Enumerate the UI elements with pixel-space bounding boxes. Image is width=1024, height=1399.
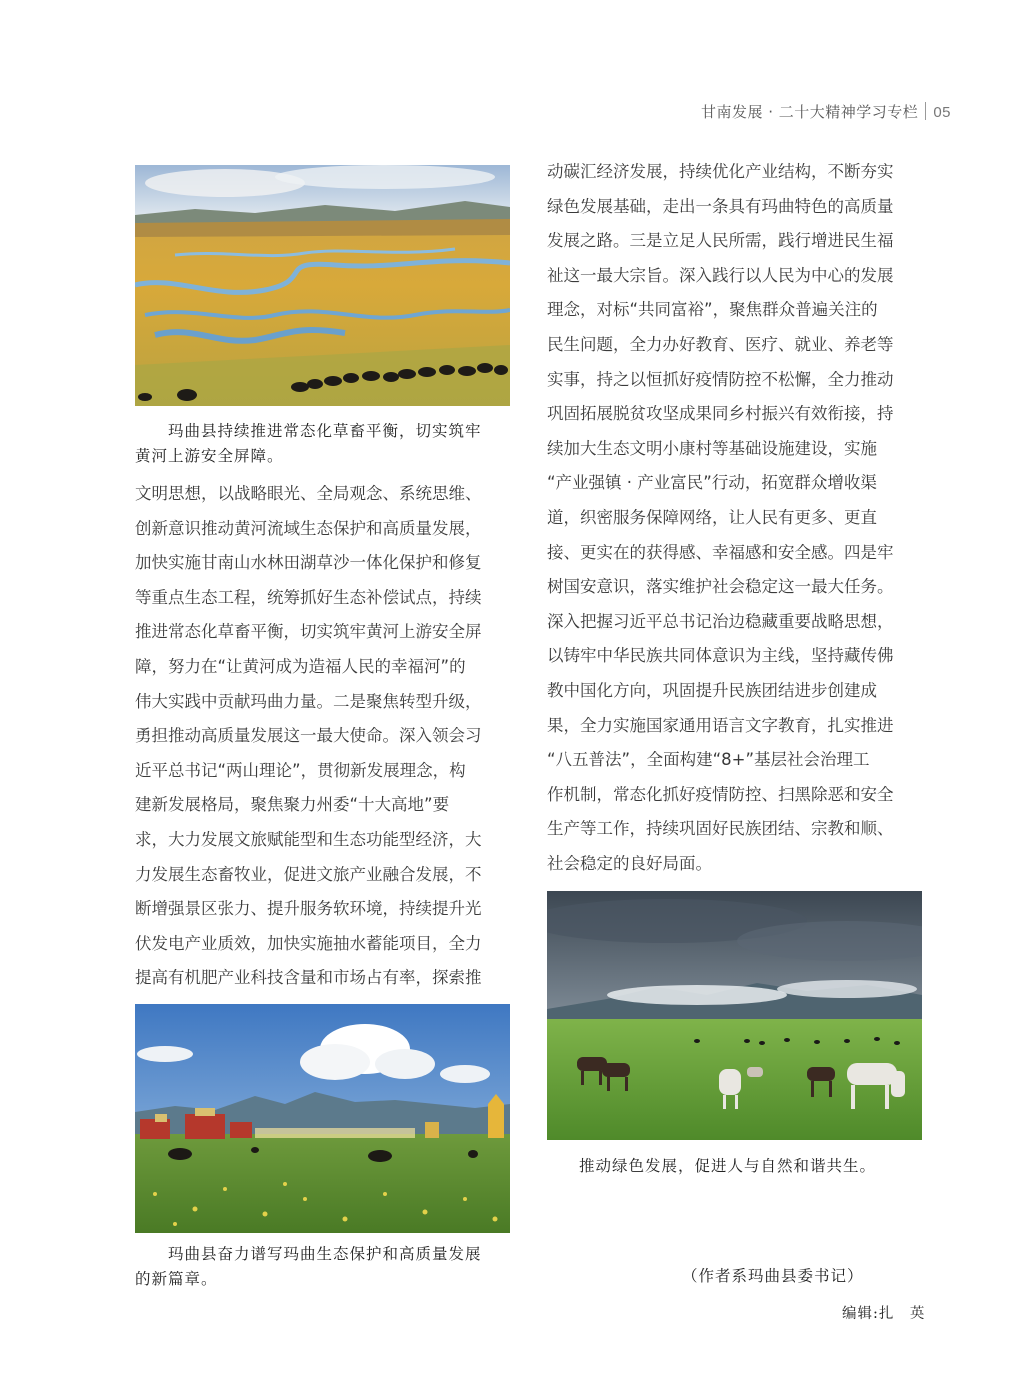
text-line: 以铸牢中华民族共同体意识为主线，坚持藏传佛 xyxy=(547,646,894,666)
text-line: 力发展生态畜牧业，促进文旅产业融合发展，不 xyxy=(135,864,482,884)
photo-caption xyxy=(135,1242,482,1292)
text-line: 伟大实践中贡献玛曲力量。二是聚焦转型升级， xyxy=(135,691,482,711)
caption-line: 玛曲县奋力谱写玛曲生态保护和高质量发展 xyxy=(168,1245,482,1263)
text-line: 接、更实在的获得感、幸福感和安全感。四是牢 xyxy=(547,542,894,562)
caption-line: 推动绿色发展，促进人与自然和谐共生。 xyxy=(579,1157,877,1175)
text-line: 发展之路。三是立足人民所需，践行增进民生福 xyxy=(547,231,894,251)
text-line: 实事，持之以恒抓好疫情防控不松懈，全力推动 xyxy=(547,369,894,389)
text-line: 推进常态化草畜平衡，切实筑牢黄河上游安全屏 xyxy=(135,622,482,642)
left-text-column xyxy=(135,477,482,996)
caption-line: 的新篇章。 xyxy=(135,1270,218,1288)
text-line: “八五普法”，全面构建“8+”基层社会治理工 xyxy=(547,750,870,770)
text-line: 祉这一最大宗旨。深入践行以人民为中心的发展 xyxy=(547,265,894,285)
text-line: 勇担推动高质量发展这一最大使命。深入领会习 xyxy=(135,726,482,746)
author-byline: （作者系玛曲县委书记） xyxy=(682,1267,864,1285)
monastery-grassland-photo xyxy=(135,1004,510,1233)
text-line: 巩固拓展脱贫攻坚成果同乡村振兴有效衔接，持 xyxy=(547,404,894,424)
text-line: 理念，对标“共同富裕”，聚焦群众普遍关注的 xyxy=(547,300,878,320)
text-line: 创新意识推动黄河流域生态保护和高质量发展， xyxy=(135,518,482,538)
caption-line: 玛曲县持续推进常态化草畜平衡，切实筑牢 xyxy=(168,422,482,440)
header-divider xyxy=(925,102,926,120)
text-line: 近平总书记“两山理论”，贯彻新发展理念，构 xyxy=(135,760,466,780)
text-line: 求，大力发展文旅赋能型和生态功能型经济，大 xyxy=(135,829,482,849)
horses-grassland-photo xyxy=(547,891,922,1140)
text-line: 教中国化方向，巩固提升民族团结进步创建成 xyxy=(547,680,877,700)
text-line: 续加大生态文明小康村等基础设施建设，实施 xyxy=(547,438,877,458)
text-line: 道，织密服务保障网络，让人民有更多、更直 xyxy=(547,507,877,527)
text-line: “产业强镇 · 产业富民”行动，拓宽群众增收渠 xyxy=(547,473,877,493)
text-line: 加快实施甘南山水林田湖草沙一体化保护和修复 xyxy=(135,553,482,573)
text-line: 民生问题，全力办好教育、医疗、就业、养老等 xyxy=(547,334,894,354)
page-number: 05 xyxy=(933,104,951,121)
text-line: 生产等工作，持续巩固好民族团结、宗教和顺、 xyxy=(547,819,894,839)
text-line: 果，全力实施国家通用语言文字教育，扎实推进 xyxy=(547,715,894,735)
caption-line: 黄河上游安全屏障。 xyxy=(135,447,284,465)
column-title: 甘南发展 · 二十大精神学习专栏 xyxy=(701,103,919,121)
photo-caption xyxy=(579,1154,876,1179)
text-line: 深入把握习近平总书记治边稳藏重要战略思想， xyxy=(547,611,894,631)
text-line: 建新发展格局，聚焦聚力州委“十大高地”要 xyxy=(135,795,450,815)
text-line: 树国安意识，落实维护社会稳定这一最大任务。 xyxy=(547,577,894,597)
right-text-column xyxy=(547,155,894,881)
text-line: 文明思想，以战略眼光、全局观念、系统思维、 xyxy=(135,484,482,503)
text-line: 提高有机肥产业科技含量和市场占有率，探索推 xyxy=(135,968,482,988)
wetland-yaks-photo xyxy=(135,165,510,406)
text-line: 断增强景区张力、提升服务软环境，持续提升光 xyxy=(135,899,482,919)
text-line: 等重点生态工程，统筹抓好生态补偿试点，持续 xyxy=(135,587,482,607)
photo-caption xyxy=(135,419,482,469)
text-line: 障，努力在“让黄河成为造福人民的幸福河”的 xyxy=(135,656,466,676)
editor-credit: 编辑:扎 英 xyxy=(842,1306,926,1322)
running-header xyxy=(701,101,951,122)
text-line: 社会稳定的良好局面。 xyxy=(547,853,712,873)
text-line: 作机制，常态化抓好疫情防控、扫黑除恶和安全 xyxy=(547,784,894,804)
text-line: 绿色发展基础，走出一条具有玛曲特色的高质量 xyxy=(547,196,894,216)
text-line: 动碳汇经济发展，持续优化产业结构，不断夯实 xyxy=(547,162,894,181)
text-line: 伏发电产业质效，加快实施抽水蓄能项目，全力 xyxy=(135,933,482,953)
